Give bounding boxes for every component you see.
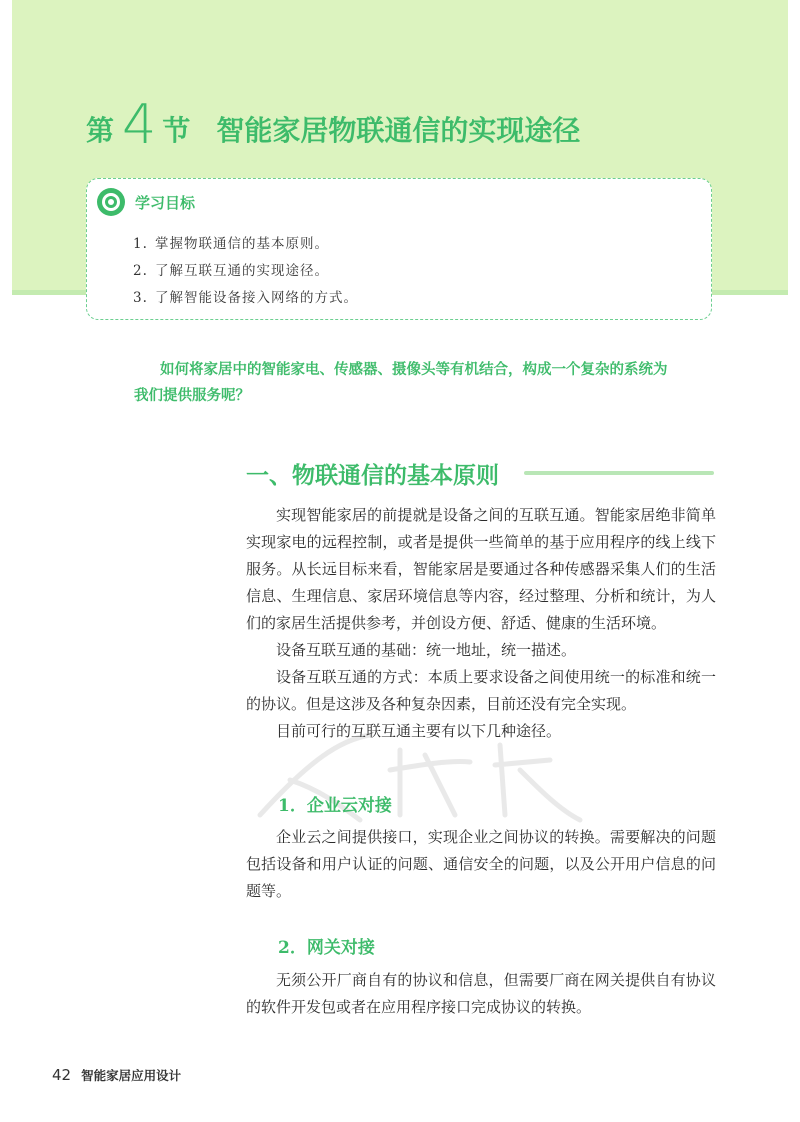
lead-question-line: 如何将家居中的智能家电、传感器、摄像头等有机结合，构成一个复杂的系统为 [160, 362, 668, 378]
learning-goals-box [86, 178, 712, 320]
goal-text: 了解智能设备接入网络的方式。 [155, 290, 358, 306]
page-number: 42 [52, 1066, 72, 1084]
section-prefix: 第 [86, 114, 115, 147]
goal-text: 了解互联互通的实现途径。 [155, 263, 329, 279]
goal-item [133, 285, 358, 312]
heading-rule [524, 471, 714, 475]
paragraph: 实现智能家居的前提就是设备之间的互联互通。智能家居绝非简单实现家电的远程控制，或者是提供一些简单的基于应用程序的线上线下服务。从长远目标来看，智能家居是要通过各种传感器采集人们的生活信息、生理信息、家居环境信息等内容，经过整理、分析和统计，为人们的家居生活提供参考，并创设方便、舒适、健康的生活环境。 [246, 506, 716, 632]
heading-principles: 一、物联通信的基本原则 [246, 463, 499, 489]
principles-body [246, 502, 716, 745]
section-title [86, 93, 581, 156]
lead-question-line: 我们提供服务呢？ [134, 388, 250, 404]
paragraph: 设备互联互通的基础：统一地址，统一描述。 [276, 641, 577, 659]
section-suffix: 节 [162, 114, 191, 147]
paragraph: 无须公开厂商自有的协议和信息，但需要厂商在网关提供自有协议的软件开发包或者在应用程序接口完成协议的转换。 [246, 971, 716, 1016]
paragraph: 企业云之间提供接口，实现企业之间协议的转换。需要解决的问题包括设备和用户认证的问题、通信安全的问题，以及公开用户信息的问题等。 [246, 828, 716, 900]
goal-item [133, 231, 358, 258]
learning-goals-list [133, 231, 358, 312]
goal-index: 3. [133, 290, 148, 306]
goal-index: 1. [133, 236, 148, 252]
heading-gateway: 2．网关对接 [278, 938, 375, 958]
book-title: 智能家居应用设计 [81, 1068, 182, 1083]
gateway-body [246, 967, 716, 1021]
target-icon [97, 188, 125, 216]
page-footer [52, 1066, 181, 1084]
section-name: 智能家居物联通信的实现途径 [216, 114, 581, 147]
goal-index: 2. [133, 263, 148, 279]
section-number: 4 [122, 93, 157, 156]
learning-goals-title: 学习目标 [135, 194, 196, 212]
paragraph: 目前可行的互联互通主要有以下几种途径。 [276, 722, 562, 740]
goal-text: 掌握物联通信的基本原则。 [155, 236, 329, 252]
paragraph: 设备互联互通的方式：本质上要求设备之间使用统一的标准和统一的协议。但是这涉及各种复杂因素，目前还没有完全实现。 [246, 668, 716, 713]
heading-enterprise-cloud: 1．企业云对接 [278, 796, 392, 816]
lead-question [134, 357, 694, 409]
enterprise-cloud-body [246, 824, 716, 905]
goal-item [133, 258, 358, 285]
